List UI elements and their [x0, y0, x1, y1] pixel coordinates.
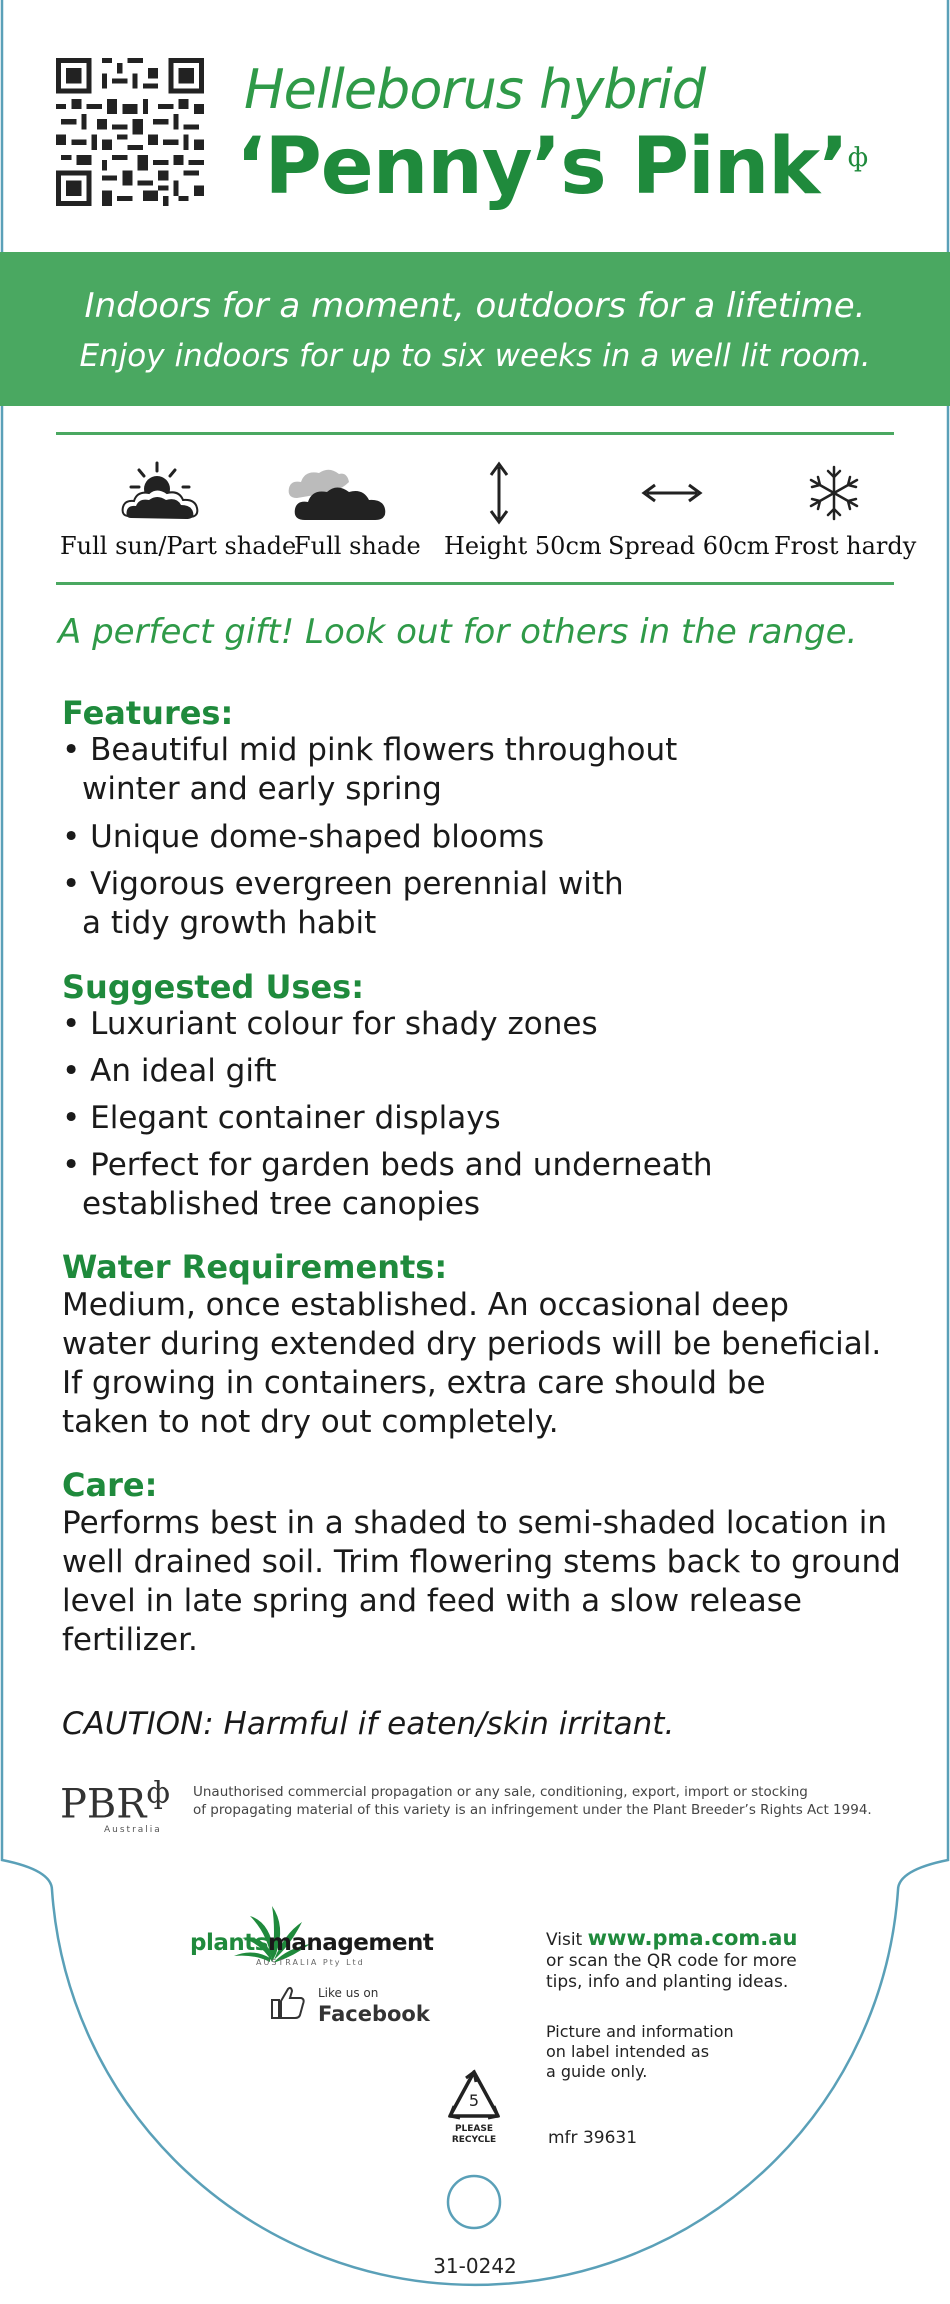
promo-banner	[0, 252, 950, 406]
disclaimer-text	[546, 2022, 734, 2082]
care-heading: Care:	[62, 1466, 158, 1504]
tagline: A perfect gift! Look out for others in the range.	[58, 612, 858, 652]
company-name	[190, 1930, 433, 1956]
icon-label-spread: Spread 60cm	[608, 532, 770, 560]
facebook-like-text: Like us on	[318, 1986, 379, 2000]
recycle-text	[440, 2124, 508, 2146]
vertical-arrow-icon	[484, 458, 514, 528]
visit-prefix: Visit	[546, 1930, 588, 1950]
pbr-logo	[60, 1776, 170, 1827]
website-link[interactable]: www.pma.com.au	[587, 1926, 798, 1950]
water-line: taken to not dry out completely.	[62, 1404, 559, 1440]
care-line: Performs best in a shaded to semi-shaded location in	[62, 1505, 888, 1541]
list-item-continued: winter and early spring	[82, 771, 442, 807]
list-item: • Vigorous evergreen perennial with	[62, 866, 624, 902]
recycle-number: 5	[468, 2091, 480, 2110]
visit-line: tips, info and planting ideas.	[546, 1972, 789, 1992]
care-line: fertilizer.	[62, 1622, 198, 1658]
snowflake-icon	[802, 458, 866, 528]
company-name-part2: management	[267, 1930, 434, 1956]
pbr-symbol-icon: ф	[146, 1776, 170, 1811]
water-line: Medium, once established. An occasional deep	[62, 1287, 789, 1323]
list-item: • Unique dome-shaped blooms	[62, 819, 545, 855]
pbr-legal-text	[193, 1783, 872, 1819]
icon-label-sun: Full sun/Part shade	[60, 532, 297, 560]
features-heading: Features:	[62, 694, 234, 732]
botanical-name: Helleborus hybrid	[244, 58, 706, 121]
visit-line: or scan the QR code for more	[546, 1951, 797, 1971]
product-code: 31-0242	[433, 2254, 517, 2278]
list-item-continued: a tidy growth habit	[82, 905, 377, 941]
list-item: • Elegant container displays	[62, 1100, 501, 1136]
thumbs-up-icon[interactable]	[268, 1982, 308, 2022]
hang-hole	[446, 2174, 502, 2230]
facebook-link[interactable]: Facebook	[318, 2002, 430, 2026]
list-item: • Perfect for garden beds and underneath	[62, 1147, 713, 1183]
care-text	[62, 1504, 901, 1660]
cultivar-name	[236, 122, 867, 212]
list-item: • Luxuriant colour for shady zones	[62, 1006, 598, 1042]
water-text	[62, 1286, 881, 1442]
divider-icons	[56, 582, 894, 585]
visit-text	[546, 1928, 797, 1993]
company-sub: AUSTRALIA Pty Ltd	[256, 1958, 365, 1967]
icon-label-shade: Full shade	[294, 532, 421, 560]
list-item: • An ideal gift	[62, 1053, 277, 1089]
recycle-icon	[444, 2066, 504, 2126]
icon-label-height: Height 50cm	[444, 532, 602, 560]
banner-line-2: Enjoy indoors for up to six weeks in a well lit room.	[79, 338, 871, 374]
list-item: • Beautiful mid pink flowers throughout	[62, 732, 678, 768]
water-heading: Water Requirements:	[62, 1248, 448, 1286]
pbr-region: Australia	[104, 1825, 162, 1835]
care-icons	[56, 458, 894, 528]
pbr-mark: PBR	[60, 1781, 147, 1828]
caution-text: CAUTION: Harmful if eaten/skin irritant.	[62, 1706, 675, 1742]
disclaimer-line: a guide only.	[546, 2062, 648, 2081]
legal-line: of propagating material of this variety is an infringement under the Plant Breeder’s Rights Act 1994.	[193, 1802, 872, 1818]
water-line: water during extended dry periods will be beneficial.	[62, 1326, 882, 1362]
uses-heading: Suggested Uses:	[62, 968, 365, 1006]
sun-cloud-icon	[116, 458, 206, 528]
company-name-part1: plants	[190, 1930, 268, 1956]
cloud-icon	[282, 458, 392, 528]
qr-code-icon[interactable]	[56, 58, 204, 206]
icon-label-frost: Frost hardy	[774, 532, 917, 560]
list-item-continued: established tree canopies	[82, 1186, 481, 1222]
recycle-line: PLEASE	[454, 2124, 494, 2134]
legal-line: Unauthorised commercial propagation or any sale, conditioning, export, import or stocking	[193, 1784, 808, 1800]
manufacturer-code: mfr 39631	[548, 2128, 638, 2148]
banner-line-1: Indoors for a moment, outdoors for a lifetime.	[84, 286, 866, 326]
cultivar-text: ‘Penny’s Pink’	[236, 122, 848, 212]
recycle-line: RECYCLE	[451, 2135, 497, 2145]
horizontal-arrow-icon	[640, 458, 704, 528]
care-line: level in late spring and feed with a slow release	[62, 1583, 802, 1619]
disclaimer-line: on label intended as	[546, 2042, 710, 2061]
pbr-symbol-icon: ф	[847, 143, 868, 173]
water-line: If growing in containers, extra care should be	[62, 1365, 766, 1401]
disclaimer-line: Picture and information	[546, 2022, 734, 2041]
divider-top	[56, 432, 894, 435]
care-line: well drained soil. Trim flowering stems back to ground	[62, 1544, 901, 1580]
